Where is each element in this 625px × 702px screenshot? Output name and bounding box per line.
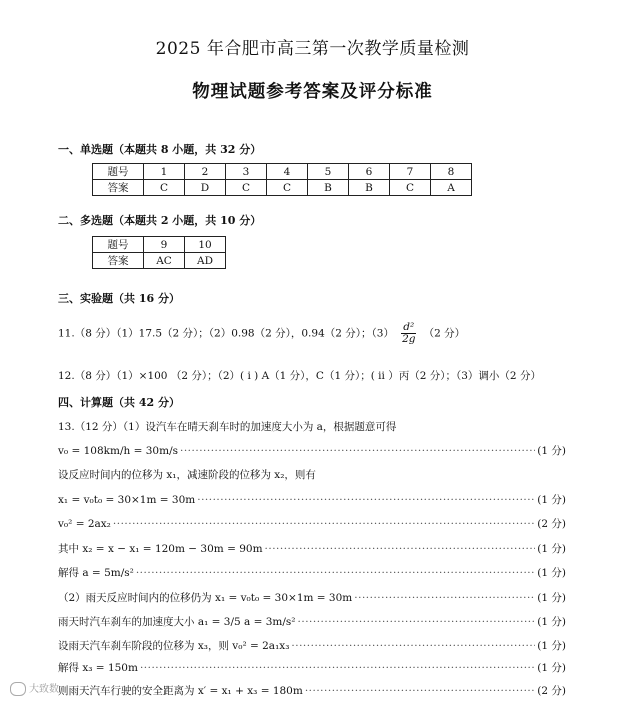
score-label: (1 分): [537, 592, 566, 604]
answer-cell: B: [308, 180, 349, 196]
dot-leader: [197, 494, 535, 506]
answer-cell: AD: [185, 253, 226, 269]
answer-cell: AC: [144, 253, 185, 269]
watermark-text: 大致数: [29, 684, 59, 695]
question-number-cell: 9: [144, 237, 185, 253]
solution-text: x₁ = v₀t₀ = 30×1m = 30m: [58, 494, 196, 506]
solution-line: [58, 443, 566, 458]
q11-line: [58, 322, 465, 345]
solution-line: [58, 565, 566, 580]
dot-leader: [305, 685, 535, 697]
table-header-cell: 题号: [93, 237, 144, 253]
question-number-cell: 7: [390, 164, 431, 180]
score-label: (1 分): [537, 640, 566, 652]
solution-text: 解得 x₃ = 150m: [58, 662, 138, 674]
solution-text: 解得 a = 5m/s²: [58, 567, 134, 579]
solution-line: [58, 638, 566, 653]
solution-text: v₀² = 2ax₂: [58, 518, 111, 530]
q11-frac-denominator: 2g: [402, 333, 416, 345]
question-number-cell: 3: [226, 164, 267, 180]
solution-text: 设雨天汽车刹车阶段的位移为 x₃，则 v₀² = 2a₁x₃: [58, 640, 290, 652]
table-header-cell: 答案: [93, 180, 144, 196]
answer-cell: B: [349, 180, 390, 196]
section-experiment: 三、实验题（共 16 分）: [58, 292, 180, 305]
question-number-cell: 1: [144, 164, 185, 180]
solution-text: 雨天时汽车刹车的加速度大小 a₁ = 3/5 a = 3m/s²: [58, 616, 296, 628]
dot-leader: [265, 543, 536, 555]
solution-line: [58, 660, 566, 675]
page-title: 2025 年合肥市高三第一次教学质量检测: [155, 39, 470, 59]
q11-score: （2 分）: [423, 327, 466, 340]
section-calculation: 四、计算题（共 42 分）: [58, 396, 180, 409]
score-label: (1 分): [537, 543, 566, 555]
solution-line: [58, 541, 566, 556]
solution-text: 设反应时间内的位移为 x₁，减速阶段的位移为 x₂，则有: [58, 469, 316, 481]
solution-line: [58, 492, 566, 507]
solution-line: [58, 614, 566, 629]
q11-text: 11.（8 分）（1）17.5（2 分）；（2）0.98（2 分），0.94（2 分）；（3）: [58, 327, 394, 340]
score-label: (1 分): [537, 494, 566, 506]
q12-line: 12.（8 分）（1）×100 （2 分）；（2）( i ) A（1 分），C（1 分）；( ii ）丙（2 分）；（3）调小（2 分）: [58, 370, 541, 382]
table-header-cell: 题号: [93, 164, 144, 180]
score-label: (1 分): [537, 445, 566, 457]
solution-text: 其中 x₂ = x − x₁ = 120m − 30m = 90m: [58, 543, 263, 555]
page-subtitle: 物理试题参考答案及评分标准: [192, 82, 433, 102]
dot-leader: [298, 616, 536, 628]
section-multi-choice: 二、多选题（本题共 2 小题，共 10 分）: [58, 214, 262, 227]
question-number-cell: 6: [349, 164, 390, 180]
dot-leader: [113, 518, 535, 530]
score-label: (2 分): [537, 518, 566, 530]
dot-leader: [354, 592, 535, 604]
answer-cell: D: [185, 180, 226, 196]
section-single-choice: 一、单选题（本题共 8 小题，共 32 分）: [58, 143, 262, 156]
dot-leader: [140, 662, 535, 674]
dot-leader: [136, 567, 535, 579]
multi-choice-answer-table: [92, 236, 226, 269]
question-number-cell: 4: [267, 164, 308, 180]
score-label: (2 分): [537, 685, 566, 697]
question-number-cell: 2: [185, 164, 226, 180]
answer-cell: A: [431, 180, 472, 196]
solution-line: [58, 683, 566, 698]
solution-line: [58, 516, 566, 531]
watermark-logo-icon: [10, 682, 26, 696]
question-number-cell: 5: [308, 164, 349, 180]
solution-text: （2）雨天反应时间内的位移仍为 x₁ = v₀t₀ = 30×1m = 30m: [58, 592, 353, 604]
answer-cell: C: [267, 180, 308, 196]
score-label: (1 分): [537, 567, 566, 579]
q13-intro: 13.（12 分）（1）设汽车在晴天刹车时的加速度大小为 a，根据题意可得: [58, 421, 397, 433]
dot-leader: [180, 445, 535, 457]
solution-text: v₀ = 108km/h = 30m/s: [58, 445, 178, 457]
table-header-cell: 答案: [93, 253, 144, 269]
single-choice-answer-table: [92, 163, 472, 196]
q11-fraction: [401, 322, 416, 345]
question-number-cell: 10: [185, 237, 226, 253]
question-number-cell: 8: [431, 164, 472, 180]
answer-cell: C: [226, 180, 267, 196]
answer-cell: C: [144, 180, 185, 196]
score-label: (1 分): [537, 662, 566, 674]
solution-line: [58, 590, 566, 605]
dot-leader: [291, 640, 535, 652]
solution-text: 则雨天汽车行驶的安全距离为 x′ = x₁ + x₃ = 180m: [58, 685, 303, 697]
q11-frac-numerator: d²: [403, 321, 415, 333]
answer-cell: C: [390, 180, 431, 196]
score-label: (1 分): [537, 616, 566, 628]
watermark: [10, 680, 59, 696]
